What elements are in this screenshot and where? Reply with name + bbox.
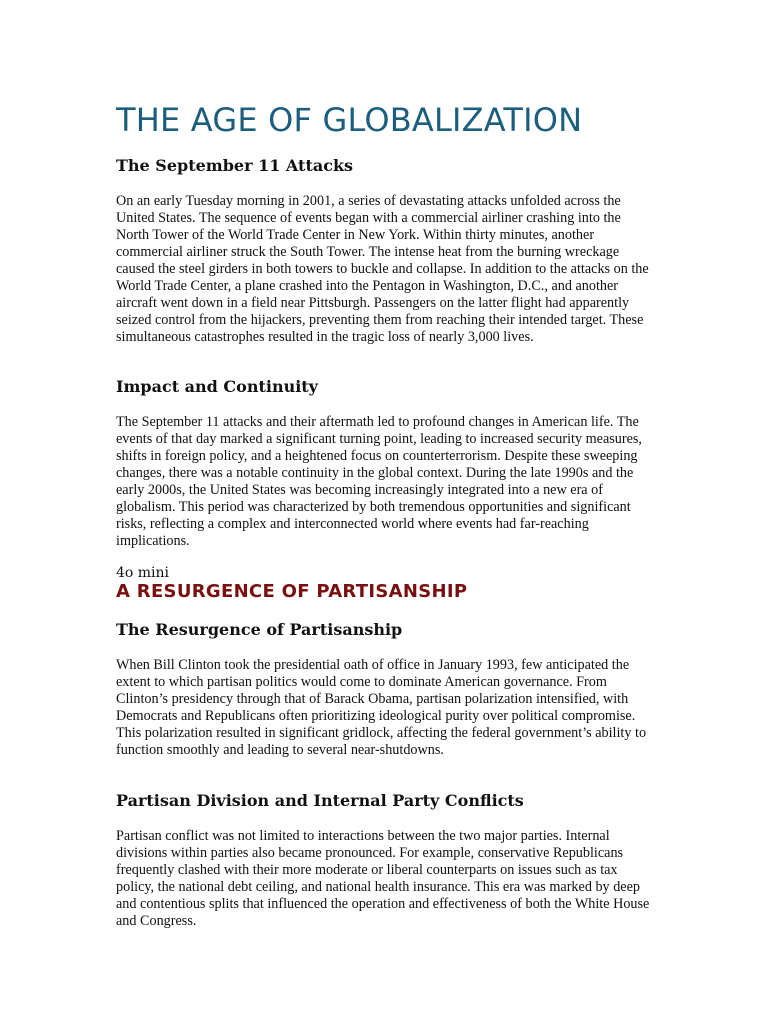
section-body-resurgence: When Bill Clinton took the presidential oath of office in January 1993, few anticipated the extent to which partisan politics would come to dominate American governance. From Clinton’s presidency through that of Barack Obama, partisan polarization intensified, with Democrats and Republicans often prioritizing ideological purity over political compromise. This polarization resulted in significant gridlock, affecting the federal government’s ability to function smoothly and leading to several near-shutdowns. [116,657,647,758]
model-note: 4o mini [116,565,170,581]
section-body-impact: The September 11 attacks and their aftermath led to profound changes in American life. The events of that day marked a significant turning point, leading to increased security measures, shifts in foreign policy, and a heightened focus on counterterrorism. Despite these sweeping changes, there was a notable continuity in the global context. During the late 1990s and the early 2000s, the United States was becoming increasingly integrated into a new era of globalism. This period was characterized by both tremendous opportunities and significant risks, reflecting a complex and interconnected world where events had far-reaching implications. [116,414,642,549]
section-heading-september-11: The September 11 Attacks [116,156,354,175]
section-heading-resurgence: The Resurgence of Partisanship [116,620,403,639]
section-heading-impact: Impact and Continuity [116,377,318,396]
section-heading-partisan-division: Partisan Division and Internal Party Conflicts [116,791,524,810]
chapter-title-partisanship: A RESURGENCE OF PARTISANSHIP [116,581,468,602]
document-title: THE AGE OF GLOBALIZATION [116,101,583,139]
section-body-september-11: On an early Tuesday morning in 2001, a series of devastating attacks unfolded across the United States. The sequence of events began with a commercial airliner crashing into the North Tower of the World Trade Center in New York. Within thirty minutes, another commercial airliner struck the South Tower. The intense heat from the burning wreckage caused the steel girders in both towers to buckle and collapse. In addition to the attacks on the World Trade Center, a plane crashed into the Pentagon in Washington, D.C., and another aircraft went down in a field near Pittsburgh. Passengers on the latter flight had apparently seized control from the hijackers, preventing them from reaching their intended target. These simultaneous catastrophes resulted in the tragic loss of nearly 3,000 lives. [116,193,649,345]
section-body-partisan-division: Partisan conflict was not limited to interactions between the two major parties. Internal divisions within parties also became pronounced. For example, conservative Republicans frequently clashed with their more moderate or liberal counterparts on issues such as tax policy, the national debt ceiling, and national health insurance. This era was marked by deep and contentious splits that influenced the operation and effectiveness of both the White House and Congress. [116,828,650,929]
